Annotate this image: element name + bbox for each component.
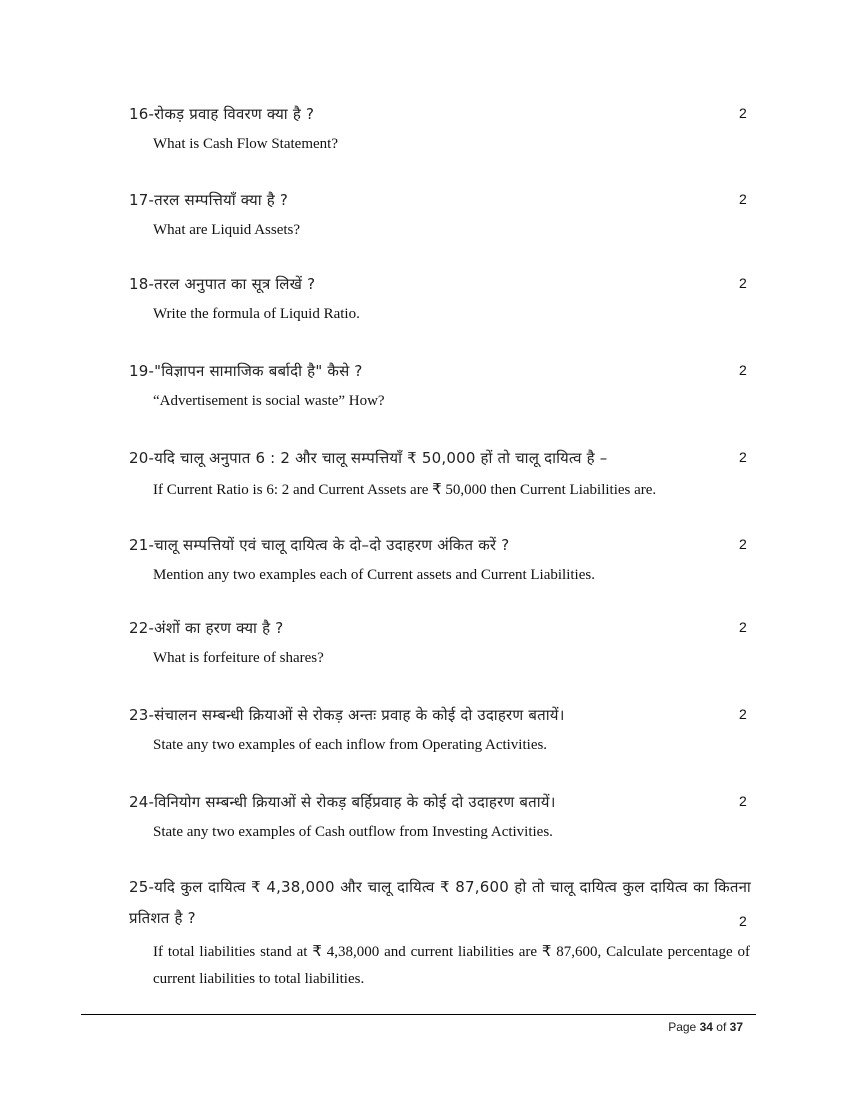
question-hindi: 17-तरल सम्पत्तियाँ क्या है ? [129,191,289,209]
page-footer [668,1020,743,1034]
question-marks: 2 [739,536,747,552]
question-hindi: 25-यदि कुल दायित्व ₹ 4,38,000 और चालू दायित्व ₹ 87,600 हो तो चालू दायित्व कुल दायित्व का कितना प्रतिशत है ? [129,878,751,927]
question-hindi: 24-विनियोग सम्बन्धी क्रियाओं से रोकड़ बर्हिप्रवाह के कोई दो उदाहरण बतायें। [129,793,556,811]
question-marks: 2 [739,362,747,378]
question-english: State any two examples of each inflow from Operating Activities. [153,737,548,753]
question-marks: 2 [739,793,747,809]
total-pages: 37 [729,1020,743,1034]
question-english: What are Liquid Assets? [153,222,301,238]
question-marks: 2 [739,706,747,722]
footer-divider [81,1014,756,1015]
question-english: State any two examples of Cash outflow from Investing Activities. [153,824,553,840]
question-hindi: 23-संचालन सम्बन्धी क्रियाओं से रोकड़ अन्तः प्रवाह के कोई दो उदाहरण बतायें। [129,706,565,724]
question-english: “Advertisement is social waste” How? [153,393,385,409]
question-hindi: 16-रोकड़ प्रवाह विवरण क्या है ? [129,105,315,123]
question-english: What is forfeiture of shares? [153,650,324,666]
of-label: of [716,1020,727,1034]
question-hindi: 20-यदि चालू अनुपात 6 : 2 और चालू सम्पत्तियाँ ₹ 50,000 हों तो चालू दायित्व है – [129,449,608,467]
question-hindi: 18-तरल अनुपात का सूत्र लिखें ? [129,275,316,293]
question-marks: 2 [739,105,747,121]
page-number: 34 [699,1020,713,1034]
question-hindi: 21-चालू सम्पत्तियों एवं चालू दायित्व के दो–दो उदाहरण अंकित करें ? [129,536,510,554]
question-marks: 2 [739,913,747,929]
question-marks: 2 [739,449,747,465]
page-label: Page [668,1020,697,1034]
question-english: If Current Ratio is 6: 2 and Current Assets are ₹ 50,000 then Current Liabilities are. [153,482,657,498]
question-english: If total liabilities stand at ₹ 4,38,000 and current liabilities are ₹ 87,600, Calculate percentage of current liabilities to total liabilities. [153,944,750,987]
question-english: Write the formula of Liquid Ratio. [153,306,360,322]
question-hindi: 22-अंशों का हरण क्या है ? [129,619,284,637]
question-marks: 2 [739,275,747,291]
question-hindi: 19-"विज्ञापन सामाजिक बर्बादी है" कैसे ? [129,362,363,380]
question-english: What is Cash Flow Statement? [153,136,338,152]
question-marks: 2 [739,619,747,635]
question-english: Mention any two examples each of Current assets and Current Liabilities. [153,567,595,583]
question-marks: 2 [739,191,747,207]
